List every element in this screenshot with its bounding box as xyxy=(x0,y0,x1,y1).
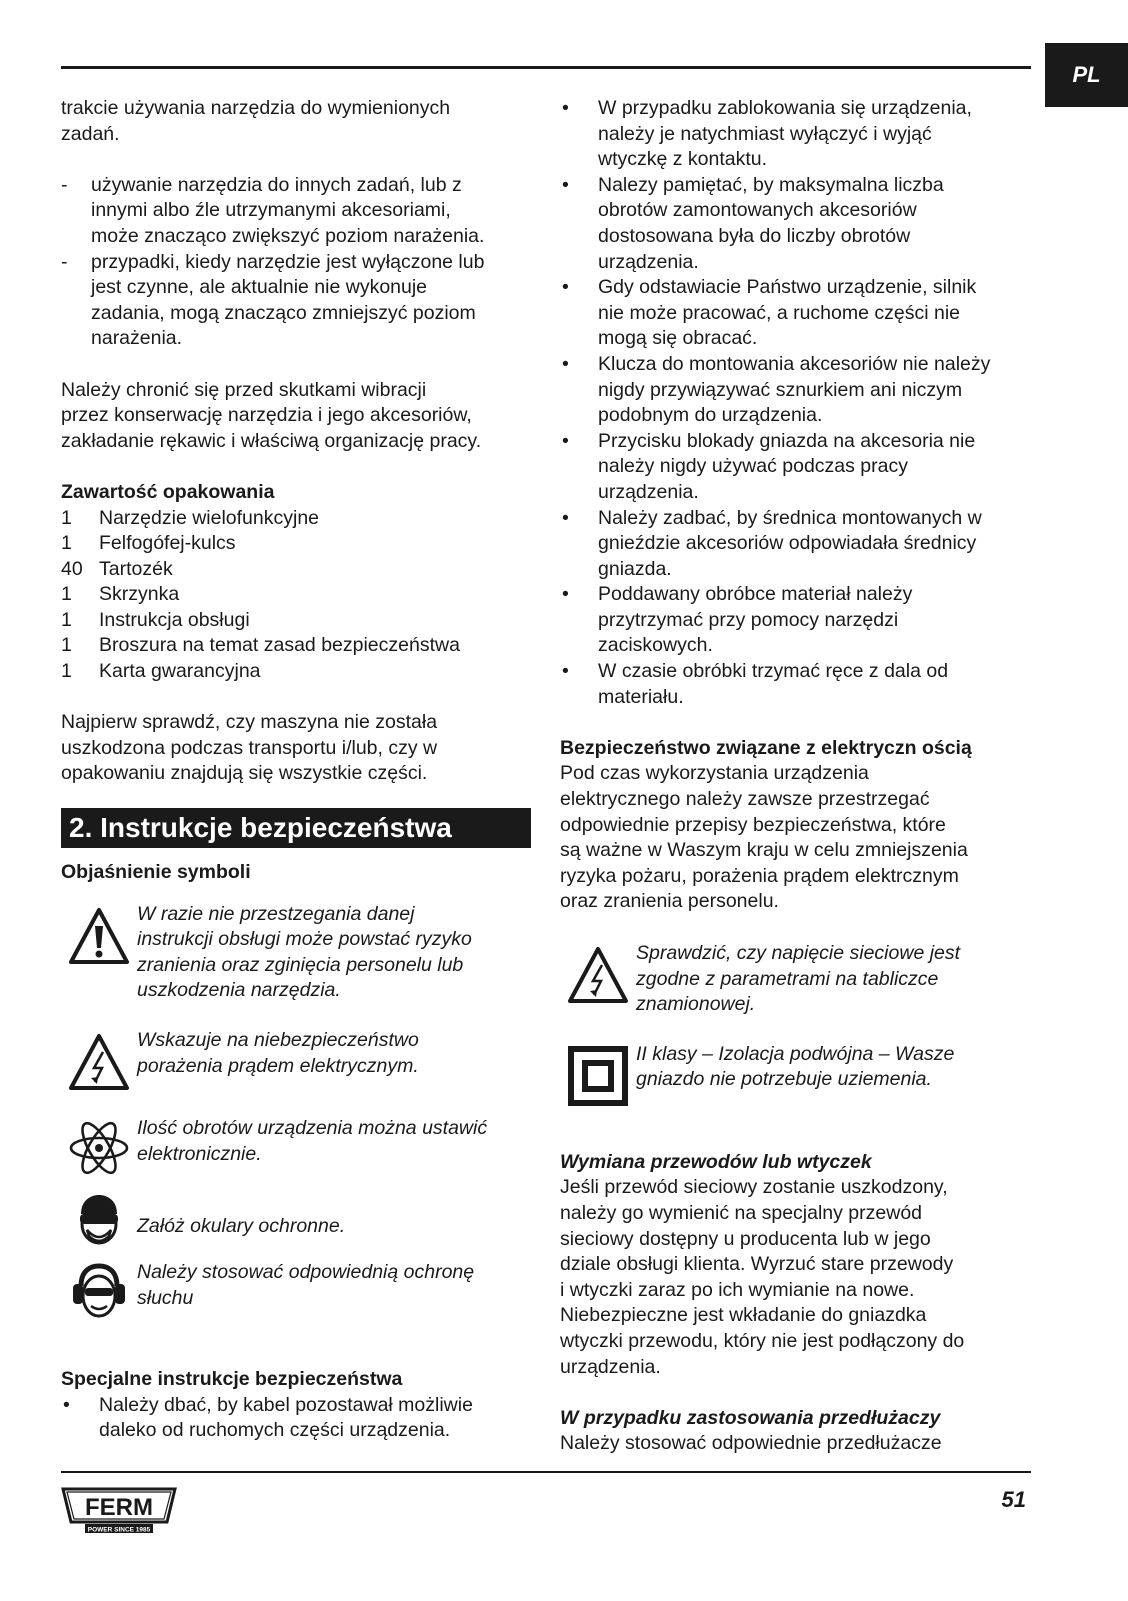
hearing-protection-icon xyxy=(61,1260,137,1322)
warning-exclamation-icon xyxy=(61,902,137,966)
list-item: 40 Tartozék xyxy=(61,557,173,580)
bullet-list-item: • Poddawany obróbce materiał należy przytrzymać przy pomocy narzędzi zaciskowych. xyxy=(562,583,913,657)
bullet-list-item: • W przypadku zablokowania się urządzenia, należy je natychmiast wyłączyć i wyjąć wtyczkę z kontaktu. xyxy=(562,97,972,171)
list-item: 1 Broszura na temat zasad bezpieczeństwa xyxy=(61,634,460,657)
symbol-row xyxy=(61,1196,531,1246)
extension-cord-title: W przypadku zastosowania przedłużaczy xyxy=(560,1406,941,1429)
safety-goggles-icon xyxy=(61,1192,137,1246)
bottom-rule xyxy=(61,1471,1031,1473)
symbol-row xyxy=(61,1116,531,1176)
bullet-list-item: • Gdy odstawiacie Państwo urządzenie, silnik nie może pracować, a ruchome części nie mogą się obracać. xyxy=(562,276,977,350)
symbol-row xyxy=(560,941,1030,1018)
dash-list-item: - używanie narzędzia do innych zadań, lub z innymi albo źle utrzymanymi akcesoriami, może znacząco zwiększyć poziom narażenia. xyxy=(61,173,485,247)
ferm-logo xyxy=(61,1486,177,1542)
extension-cord-paragraph: Należy stosować odpowiednie przedłużacze xyxy=(560,1432,942,1455)
symbol-description: Należy stosować odpowiednią ochronę słuchu xyxy=(137,1261,475,1309)
bullet-list-item: • Należy dbać, by kabel pozostawał możliwie daleko od ruchomych części urządzenia. xyxy=(63,1393,473,1442)
symbol-description: Załóż okulary ochronne. xyxy=(137,1215,346,1237)
bullet-list-item: • Klucza do montowania akcesoriów nie należy nigdy przywiązywać sznurkiem ani niczym podobnym do urządzenia. xyxy=(562,352,991,427)
section-heading: 2. Instrukcje bezpieczeństwa xyxy=(61,808,531,848)
top-rule xyxy=(61,66,1031,69)
symbols-title: Objaśnienie symboli xyxy=(61,861,251,884)
check-paragraph: Najpierw sprawdź, czy maszyna nie została uszkodzona podczas transportu i/lub, czy w opakowaniu znajdują się wszystkie części. xyxy=(61,711,438,785)
bullet-list-item: • Przycisku blokady gniazda na akcesoria nie należy nigdy używać podczas pracy urządzenia. xyxy=(562,429,976,503)
electric-safety-title: Bezpieczeństwo związane z elektryczn ością xyxy=(560,736,972,759)
electric-safety-paragraph: Pod czas wykorzystania urządzenia elektrycznego należy zawsze przestrzegać odpowiednie przepisy bezpieczeństwa, które są ważne w Waszym kraju w celu zmniejszenia ryzyka pożaru, porażenia prądem elektrcznym oraz zranienia personelu. xyxy=(560,762,968,913)
list-item: 1 Instrukcja obsługi xyxy=(61,608,250,631)
symbol-row xyxy=(560,1042,1030,1106)
symbol-description: Ilość obrotów urządzenia można ustawić elektronicznie. xyxy=(137,1117,488,1165)
dash-list-item: - przypadki, kiedy narzędzie jest wyłączone lub jest czynne, ale aktualnie nie wykonuje zadania, mogą znacząco zmniejszyć poziom narażenia. xyxy=(61,250,485,350)
bullet-list-item: • Nalezy pamiętać, by maksymalna liczba obrotów zamontowanych akcesoriów dostosowana była do liczby obrotów urządzenia. xyxy=(562,173,944,273)
svg-text:FERM: FERM xyxy=(85,1494,153,1521)
intro-paragraph: trakcie używania narzędzia do wymienionych zadań. xyxy=(61,97,451,145)
symbol-row xyxy=(61,1260,531,1322)
voltage-check-icon xyxy=(560,941,636,1005)
symbol-row xyxy=(61,1028,531,1092)
cable-replacement-title: Wymiana przewodów lub wtyczek xyxy=(560,1150,872,1173)
special-instructions-title: Specjalne instrukcje bezpieczeństwa xyxy=(61,1368,403,1390)
list-item: 1 Narzędzie wielofunkcyjne xyxy=(61,506,320,529)
package-contents-title: Zawartość opakowania xyxy=(61,480,275,503)
symbol-description: W razie nie przestzegania danej instrukcji obsługi może powstać ryzyko zranienia oraz zginięcia personelu lub uszkodzenia narzędzia. xyxy=(137,902,472,1002)
symbol-row xyxy=(61,902,531,1004)
right-column xyxy=(560,96,1030,1457)
bullet-list-item: • Należy zadbać, by średnica montowanych w gnieździe akcesoriów odpowiadała średnicy gniazda. xyxy=(562,506,982,580)
svg-text:POWER SINCE 1985: POWER SINCE 1985 xyxy=(87,1526,151,1534)
rotation-speed-icon xyxy=(61,1116,137,1176)
double-insulation-icon xyxy=(560,1042,636,1106)
list-item: 1 Felfogófej-kulcs xyxy=(61,532,236,555)
bullet-list-item: • W czasie obróbki trzymać ręce z dala od materiału. xyxy=(562,660,949,708)
vibration-paragraph: Należy chronić się przed skutkami wibracji przez konserwację narzędzia i jego akcesoriów, zakładanie rękawic i właściwą organizację pracy. xyxy=(61,378,482,452)
language-tab: PL xyxy=(1045,43,1128,107)
page-number: 51 xyxy=(1001,1487,1026,1512)
symbol-description: II klasy – Izolacja podwójna – Wasze gniazdo nie potrzebuje uziemenia. xyxy=(636,1042,955,1091)
symbol-description: Sprawdzić, czy napięcie sieciowe jest zgodne z parametrami na tabliczce znamionowej. xyxy=(636,942,961,1016)
left-column xyxy=(61,96,531,1444)
electric-shock-warning-icon xyxy=(61,1028,137,1092)
list-item: 1 Skrzynka xyxy=(61,583,180,606)
list-item: 1 Karta gwarancyjna xyxy=(61,660,261,683)
package-contents-list xyxy=(61,506,531,685)
symbol-description: Wskazuje na niebezpieczeństwo porażenia prądem elektrycznym. xyxy=(137,1029,419,1077)
cable-replacement-paragraph: Jeśli przewód sieciowy zostanie uszkodzony, należy go wymienić na specjalny przewód sieciowy dostępny u producenta lub w jego dziale obsługi klienta. Wyrzuć stare przewody i wtyczki zaraz po ich wymianie na nowe. Niebezpieczne jest wkładanie do gniazdka wtyczki przewodu, który nie jest podłączony do urządzenia. xyxy=(560,1176,965,1378)
